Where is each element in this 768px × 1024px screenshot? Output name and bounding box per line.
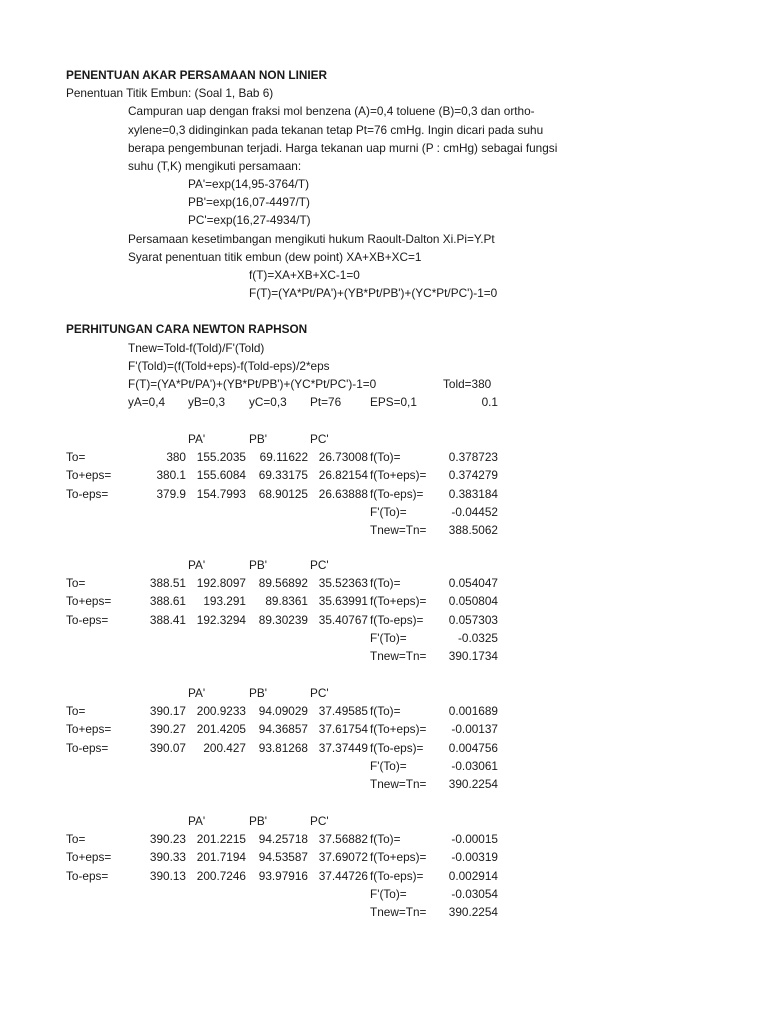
yc-value: yC=0,3 xyxy=(249,395,287,409)
f-value: -0.00319 xyxy=(451,850,498,865)
equation-pa: PA'=exp(14,95-3764/T) xyxy=(188,177,310,191)
row-label-to-minus-eps: To-eps= xyxy=(66,740,109,755)
temperature-value: 388.51 xyxy=(149,576,186,591)
pb-value: 89.56892 xyxy=(258,576,308,591)
temperature-value: 380.1 xyxy=(156,468,186,483)
pa-value: 192.8097 xyxy=(196,576,246,591)
header-pb: PB' xyxy=(249,558,267,572)
pa-value: 193.291 xyxy=(203,594,246,609)
f-label: f(To)= xyxy=(370,704,401,719)
derivative-formula: F'(Told)=(f(Told+eps)-f(Told-eps)/2*eps xyxy=(128,359,330,373)
told-value: Told=380 xyxy=(443,377,492,391)
f-value: -0.00137 xyxy=(451,722,498,737)
problem-text-2: xylene=0,3 didinginkan pada tekanan tetap Pt=76 cmHg. Ingin dicari pada suhu xyxy=(128,123,544,137)
header-pa: PA' xyxy=(188,558,206,572)
f-label: f(To+eps)= xyxy=(370,722,427,737)
pa-value: 200.7246 xyxy=(196,868,246,883)
pb-value: 89.30239 xyxy=(258,612,308,627)
row-label-to: To= xyxy=(66,450,86,465)
ya-value: yA=0,4 xyxy=(128,395,166,409)
pc-value: 35.52363 xyxy=(318,576,368,591)
f-value: 0.378723 xyxy=(448,450,498,465)
f-label: f(To)= xyxy=(370,450,401,465)
f-value: 0.054047 xyxy=(448,576,498,591)
tnew-value: 390.2254 xyxy=(448,905,498,919)
f-label: f(To)= xyxy=(370,832,401,847)
subtitle: Penentuan Titik Embun: (Soal 1, Bab 6) xyxy=(66,86,274,100)
pb-value: 89.8361 xyxy=(265,594,308,609)
eps-value: 0.1 xyxy=(481,395,498,409)
tnew-value: 390.2254 xyxy=(448,777,498,791)
pc-value: 26.63888 xyxy=(318,486,368,501)
temperature-value: 390.27 xyxy=(149,722,186,737)
pc-value: 35.40767 xyxy=(318,612,368,627)
pc-value: 37.56882 xyxy=(318,832,368,847)
pc-value: 37.49585 xyxy=(318,704,368,719)
pa-value: 192.3294 xyxy=(196,612,246,627)
pb-value: 94.36857 xyxy=(258,722,308,737)
raoult-text: Persamaan kesetimbangan mengikuti hukum Raoult-Dalton Xi.Pi=Y.Pt xyxy=(128,232,495,246)
page-title: PENENTUAN AKAR PERSAMAAN NON LINIER xyxy=(66,68,328,82)
row-label-to-plus-eps: To+eps= xyxy=(66,468,112,483)
row-label-to: To= xyxy=(66,576,86,591)
pb-value: 94.53587 xyxy=(258,850,308,865)
problem-text-1: Campuran uap dengan fraksi mol benzena (A)=0,4 toluene (B)=0,3 dan ortho- xyxy=(128,104,535,118)
header-pa: PA' xyxy=(188,814,206,828)
temperature-value: 390.13 xyxy=(149,868,186,883)
fprime-value: -0.03054 xyxy=(451,886,498,901)
f-label: f(To-eps)= xyxy=(370,612,424,627)
row-label-to-minus-eps: To-eps= xyxy=(66,612,109,627)
pc-value: 37.61754 xyxy=(318,722,368,737)
fprime-label: F'(To)= xyxy=(370,504,407,519)
function-f: f(T)=XA+XB+XC-1=0 xyxy=(249,268,360,282)
row-label-to: To= xyxy=(66,704,86,719)
f-label: f(To)= xyxy=(370,576,401,591)
pa-value: 200.427 xyxy=(203,740,246,755)
f-value: 0.374279 xyxy=(448,468,498,483)
f-label: f(To+eps)= xyxy=(370,594,427,609)
pc-value: 35.63991 xyxy=(318,594,368,609)
pa-value: 200.9233 xyxy=(196,704,246,719)
row-label-to-plus-eps: To+eps= xyxy=(66,722,112,737)
pa-value: 201.2215 xyxy=(196,832,246,847)
temperature-value: 380 xyxy=(166,450,186,465)
f-value: 0.004756 xyxy=(448,740,498,755)
temperature-value: 388.61 xyxy=(149,594,186,609)
fprime-value: -0.04452 xyxy=(451,504,498,519)
function-formula: F(T)=(YA*Pt/PA')+(YB*Pt/PB')+(YC*Pt/PC')-1=0 xyxy=(128,377,377,391)
pc-value: 37.37449 xyxy=(318,740,368,755)
pb-value: 69.33175 xyxy=(258,468,308,483)
pb-value: 93.81268 xyxy=(258,740,308,755)
f-value: 0.050804 xyxy=(448,594,498,609)
tnew-label: Tnew=Tn= xyxy=(370,905,427,919)
f-value: -0.00015 xyxy=(451,832,498,847)
dew-point-condition: Syarat penentuan titik embun (dew point) XA+XB+XC=1 xyxy=(128,250,422,264)
row-label-to-plus-eps: To+eps= xyxy=(66,594,112,609)
temperature-value: 390.23 xyxy=(149,832,186,847)
header-pb: PB' xyxy=(249,432,267,446)
problem-text-4: suhu (T,K) mengikuti persamaan: xyxy=(128,159,302,173)
pa-value: 154.7993 xyxy=(196,486,246,501)
header-pc: PC' xyxy=(310,686,329,700)
pb-value: 94.25718 xyxy=(258,832,308,847)
header-pb: PB' xyxy=(249,814,267,828)
pa-value: 155.6084 xyxy=(196,468,246,483)
fprime-label: F'(To)= xyxy=(370,758,407,773)
row-label-to-minus-eps: To-eps= xyxy=(66,486,109,501)
tnew-label: Tnew=Tn= xyxy=(370,777,427,791)
row-label-to-minus-eps: To-eps= xyxy=(66,868,109,883)
pt-value: Pt=76 xyxy=(310,395,342,409)
row-label-to: To= xyxy=(66,832,86,847)
tnew-label: Tnew=Tn= xyxy=(370,523,427,537)
row-label-to-plus-eps: To+eps= xyxy=(66,850,112,865)
f-label: f(To-eps)= xyxy=(370,486,424,501)
f-value: 0.002914 xyxy=(448,868,498,883)
equation-pb: PB'=exp(16,07-4497/T) xyxy=(188,195,310,209)
pb-value: 94.09029 xyxy=(258,704,308,719)
function-F: F(T)=(YA*Pt/PA')+(YB*Pt/PB')+(YC*Pt/PC')-1=0 xyxy=(249,286,498,300)
pa-value: 201.7194 xyxy=(196,850,246,865)
header-pc: PC' xyxy=(310,814,329,828)
section-title: PERHITUNGAN CARA NEWTON RAPHSON xyxy=(66,322,308,336)
f-label: f(To+eps)= xyxy=(370,850,427,865)
problem-text-3: berapa pengembunan terjadi. Harga tekanan uap murni (P : cmHg) sebagai fungsi xyxy=(128,141,558,155)
header-pb: PB' xyxy=(249,686,267,700)
pc-value: 37.44726 xyxy=(318,868,368,883)
fprime-value: -0.03061 xyxy=(451,758,498,773)
header-pc: PC' xyxy=(310,432,329,446)
temperature-value: 390.17 xyxy=(149,704,186,719)
tnew-label: Tnew=Tn= xyxy=(370,649,427,663)
fprime-label: F'(To)= xyxy=(370,886,407,901)
yb-value: yB=0,3 xyxy=(188,395,226,409)
tnew-value: 390.1734 xyxy=(448,649,498,663)
f-value: 0.001689 xyxy=(448,704,498,719)
pb-value: 93.97916 xyxy=(258,868,308,883)
temperature-value: 390.33 xyxy=(149,850,186,865)
temperature-value: 390.07 xyxy=(149,740,186,755)
fprime-label: F'(To)= xyxy=(370,630,407,645)
pa-value: 155.2035 xyxy=(196,450,246,465)
header-pa: PA' xyxy=(188,686,206,700)
temperature-value: 388.41 xyxy=(149,612,186,627)
header-pa: PA' xyxy=(188,432,206,446)
pb-value: 68.90125 xyxy=(258,486,308,501)
pc-value: 37.69072 xyxy=(318,850,368,865)
f-value: 0.057303 xyxy=(448,612,498,627)
equation-pc: PC'=exp(16,27-4934/T) xyxy=(188,213,311,227)
pb-value: 69.11622 xyxy=(259,450,308,465)
pc-value: 26.82154 xyxy=(318,468,368,483)
f-label: f(To-eps)= xyxy=(370,740,424,755)
f-label: f(To+eps)= xyxy=(370,468,427,483)
f-value: 0.383184 xyxy=(448,486,498,501)
header-pc: PC' xyxy=(310,558,329,572)
tnew-value: 388.5062 xyxy=(448,523,498,537)
newton-formula: Tnew=Told-f(Told)/F'(Told) xyxy=(128,341,265,355)
fprime-value: -0.0325 xyxy=(457,630,498,645)
pc-value: 26.73008 xyxy=(318,450,368,465)
eps-label: EPS=0,1 xyxy=(370,395,417,409)
temperature-value: 379.9 xyxy=(156,486,186,501)
f-label: f(To-eps)= xyxy=(370,868,424,883)
pa-value: 201.4205 xyxy=(196,722,246,737)
